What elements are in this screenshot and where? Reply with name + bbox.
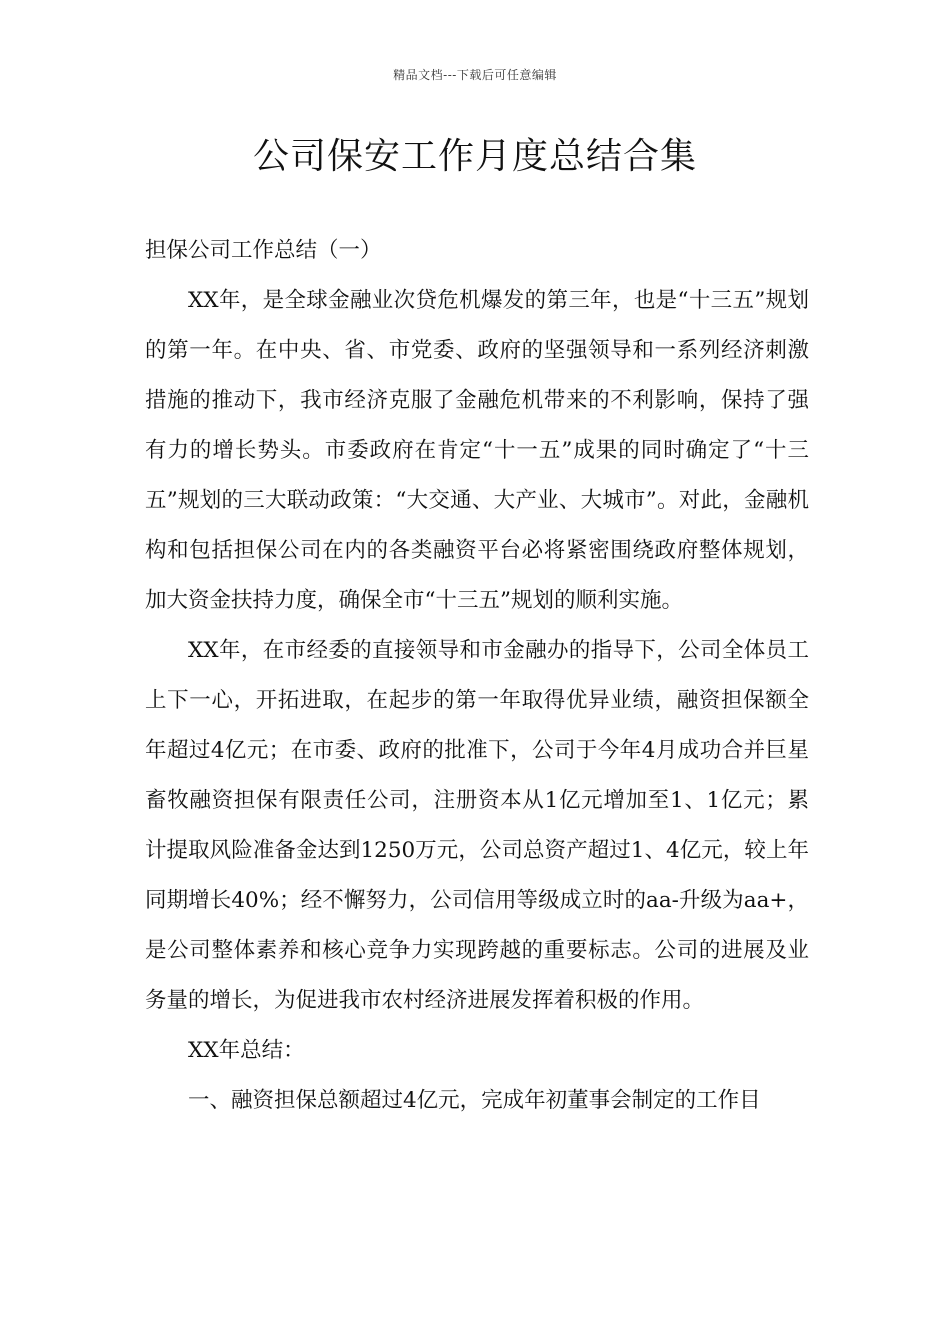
header-note: 精品文档---下载后可任意编辑 <box>393 68 557 82</box>
paragraph-2: XX年，在市经委的直接领导和市金融办的指导下，公司全体员工上下一心，开拓进取，在起步的第一年取得优异业绩，融资担保额全年超过4亿元；在市委、政府的批准下，公司于今年4月成功合并巨星畜牧融资担保有限责任公司，注册资本从1亿元增加至1、1亿元；累计提取风险准备金达到1250万元，公司总资产超过1、4亿元，较上年同期增长40%；经不懈努力，公司信用等级成立时的aa-升级为aa+，是公司整体素养和核心竞争力实现跨越的重要标志。公司的进展及业务量的增长，为促进我市农村经济进展发挥着积极的作用。 <box>145 638 809 1013</box>
paragraph-3: XX年总结： <box>188 1038 305 1063</box>
section-heading: 担保公司工作总结（一） <box>145 238 382 263</box>
paragraph-1: XX年，是全球金融业次贷危机爆发的第三年，也是“十三五”规划的第一年。在中央、省、市党委、政府的坚强领导和一系列经济刺激措施的推动下，我市经济克服了金融危机带来的不利影响，保持了强有力的增长势头。市委政府在肯定“十一五”成果的同时确定了“十三五”规划的三大联动政策：“大交通、大产业、大城市”。对此，金融机构和包括担保公司在内的各类融资平台必将紧密围绕政府整体规划，加大资金扶持力度，确保全市“十三五”规划的顺利实施。 <box>145 288 809 613</box>
document-title: 公司保安工作月度总结合集 <box>252 136 697 177</box>
paragraph-4: 一、融资担保总额超过4亿元，完成年初董事会制定的工作目 <box>188 1088 761 1113</box>
document-body <box>145 226 809 1126</box>
